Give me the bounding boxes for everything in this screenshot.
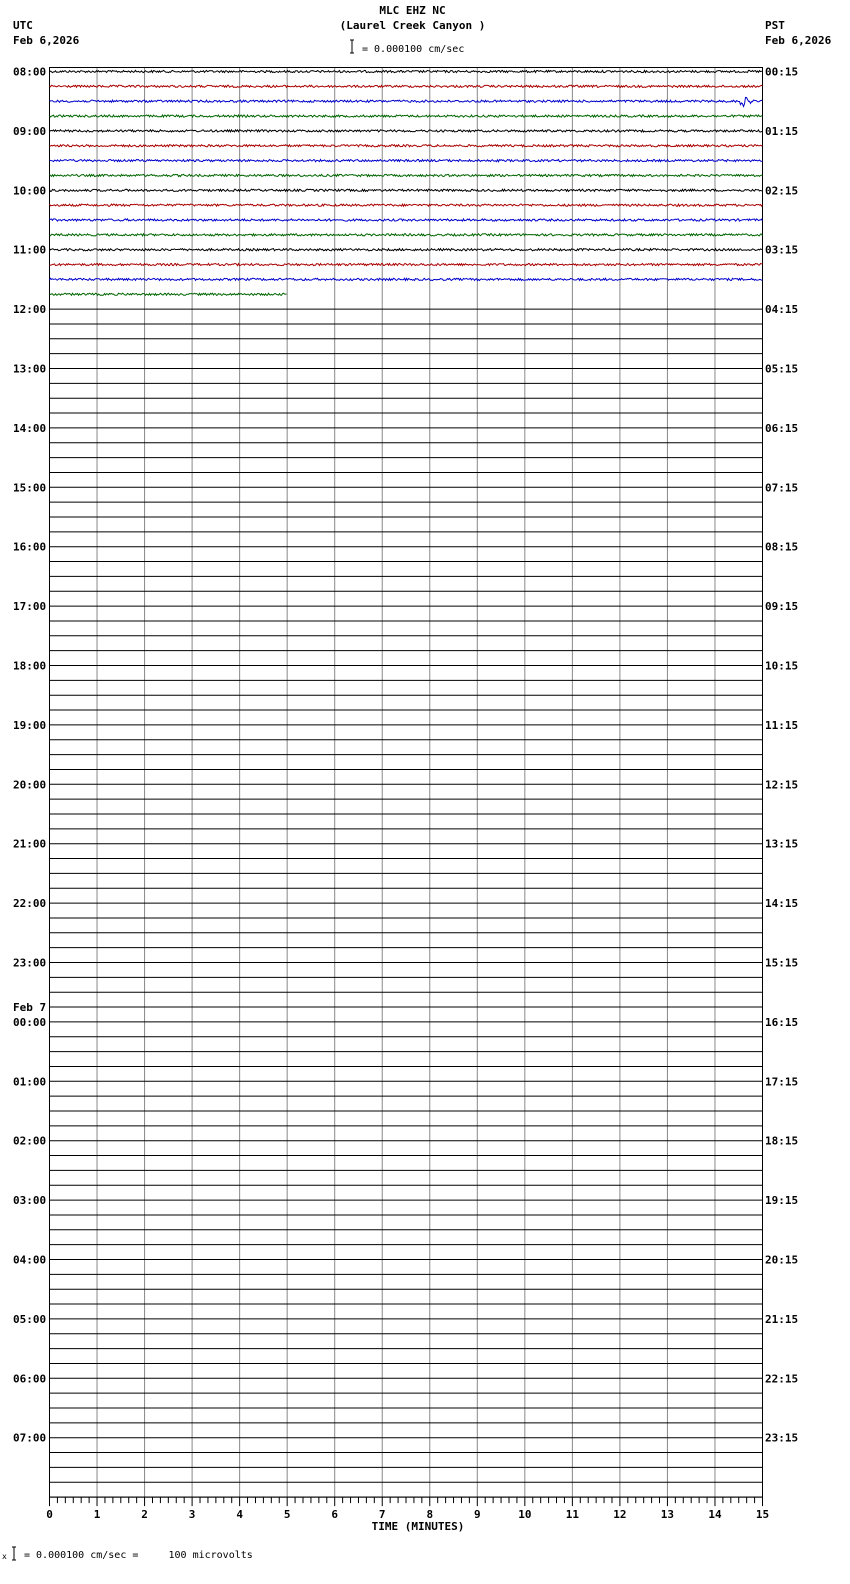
pst-hour-label: 15:15 <box>765 956 799 970</box>
pst-hour-label: 03:15 <box>765 243 799 257</box>
utc-hour-label: 18:00 <box>13 659 47 673</box>
utc-hour-label: 23:00 <box>13 956 47 970</box>
pst-hour-label: 10:15 <box>765 659 799 673</box>
pst-zone-label: PST <box>765 19 785 32</box>
x-tick-label: 6 <box>331 1508 339 1522</box>
trace-line <box>50 160 763 162</box>
pst-hour-label: 07:15 <box>765 481 799 495</box>
scale-bar-icons <box>12 40 354 1560</box>
x-tick-label: 2 <box>141 1508 148 1522</box>
x-tick-label: 4 <box>236 1508 243 1522</box>
utc-date-label: Feb 6,2026 <box>13 34 80 47</box>
pst-hour-label: 09:15 <box>765 600 799 614</box>
pst-hour-label: 08:15 <box>765 540 799 554</box>
utc-hour-label: 15:00 <box>13 481 47 495</box>
pst-hour-label: 06:15 <box>765 421 799 435</box>
pst-hour-label: 00:15 <box>765 65 799 79</box>
pst-hour-label: 20:15 <box>765 1253 799 1267</box>
pst-hour-label: 22:15 <box>765 1372 799 1386</box>
pst-hour-label: 12:15 <box>765 778 799 792</box>
pst-hour-label: 19:15 <box>765 1194 799 1208</box>
utc-hour-label: 13:00 <box>13 362 47 376</box>
station-location: (Laurel Creek Canyon ) <box>339 19 486 32</box>
header-scale-bar-icon <box>350 40 354 53</box>
x-tick-label: 10 <box>518 1508 532 1522</box>
trace-line <box>50 234 763 236</box>
trace-line <box>50 293 287 295</box>
pst-hour-label: 14:15 <box>765 897 799 911</box>
pst-hour-label: 11:15 <box>765 718 799 732</box>
x-tick-label: 13 <box>660 1508 675 1522</box>
x-tick-label: 11 <box>565 1508 579 1522</box>
utc-hour-label: 02:00 <box>13 1134 47 1148</box>
trace-line <box>50 97 763 106</box>
footer-scale-text: = 0.000100 cm/sec = 100 microvolts <box>24 1550 253 1561</box>
x-tick-label: 9 <box>473 1508 481 1522</box>
x-tick-label: 14 <box>708 1508 722 1522</box>
trace-line <box>50 130 763 132</box>
utc-hour-label: 10:00 <box>13 184 47 198</box>
utc-hour-label: 04:00 <box>13 1253 47 1267</box>
trace-line <box>50 174 763 176</box>
utc-hour-label: 01:00 <box>13 1075 47 1089</box>
utc-hour-label: 09:00 <box>13 124 47 138</box>
header-scale-text: = 0.000100 cm/sec <box>362 44 465 55</box>
x-tick-label: 3 <box>188 1508 196 1522</box>
trace-line <box>50 204 763 206</box>
trace-line <box>50 189 763 191</box>
utc-hour-label: 16:00 <box>13 540 47 554</box>
utc-hour-label: 06:00 <box>13 1372 47 1386</box>
plot-frame <box>50 68 763 1498</box>
trace-line <box>50 115 763 117</box>
utc-hour-label: 11:00 <box>13 243 47 257</box>
trace-line <box>50 278 763 280</box>
pst-hour-label: 02:15 <box>765 184 799 198</box>
pst-hour-label: 04:15 <box>765 303 799 317</box>
trace-line <box>50 264 763 266</box>
pst-hour-label: 18:15 <box>765 1134 799 1148</box>
x-tick-label: 12 <box>613 1508 627 1522</box>
pst-hour-label: 16:15 <box>765 1015 799 1029</box>
utc-hour-label: 12:00 <box>13 303 47 317</box>
trace-line <box>50 70 763 72</box>
utc-zone-label: UTC <box>13 19 33 32</box>
trace-line <box>50 249 763 251</box>
footer-scale-bar-icon <box>12 1547 16 1560</box>
utc-hour-label: 17:00 <box>13 600 47 614</box>
utc-hour-label: 20:00 <box>13 778 47 792</box>
pst-hour-label: 23:15 <box>765 1431 799 1445</box>
x-axis-label: TIME (MINUTES) <box>371 1520 465 1534</box>
utc-date-change-label: Feb 7 <box>13 1000 47 1014</box>
utc-hour-label: 08:00 <box>13 65 47 79</box>
trace-line <box>50 219 763 221</box>
utc-hour-label: 21:00 <box>13 837 47 851</box>
pst-hour-label: 05:15 <box>765 362 799 376</box>
pst-date-label: Feb 6,2026 <box>765 34 832 47</box>
station-title: MLC EHZ NC <box>379 4 446 17</box>
x-tick-label: 5 <box>283 1508 291 1522</box>
x-tick-label: 1 <box>93 1508 101 1522</box>
utc-hour-label: 03:00 <box>13 1194 47 1208</box>
utc-hour-label: 22:00 <box>13 897 47 911</box>
x-tick-label: 15 <box>755 1508 770 1522</box>
x-tick-label: 8 <box>426 1508 434 1522</box>
footer-mark: x <box>2 1552 7 1561</box>
pst-hour-label: 21:15 <box>765 1312 799 1326</box>
trace-line <box>50 145 763 147</box>
utc-hour-label: 14:00 <box>13 421 47 435</box>
x-tick-label: 0 <box>46 1508 53 1522</box>
pst-hour-label: 17:15 <box>765 1075 799 1089</box>
pst-hour-label: 01:15 <box>765 124 799 138</box>
x-tick-label: 7 <box>378 1508 386 1522</box>
utc-hour-label: 19:00 <box>13 718 47 732</box>
utc-hour-label: 00:00 <box>13 1015 47 1029</box>
pst-hour-label: 13:15 <box>765 837 799 851</box>
trace-line <box>50 85 763 87</box>
utc-hour-label: 07:00 <box>13 1431 47 1445</box>
utc-hour-label: 05:00 <box>13 1312 47 1326</box>
